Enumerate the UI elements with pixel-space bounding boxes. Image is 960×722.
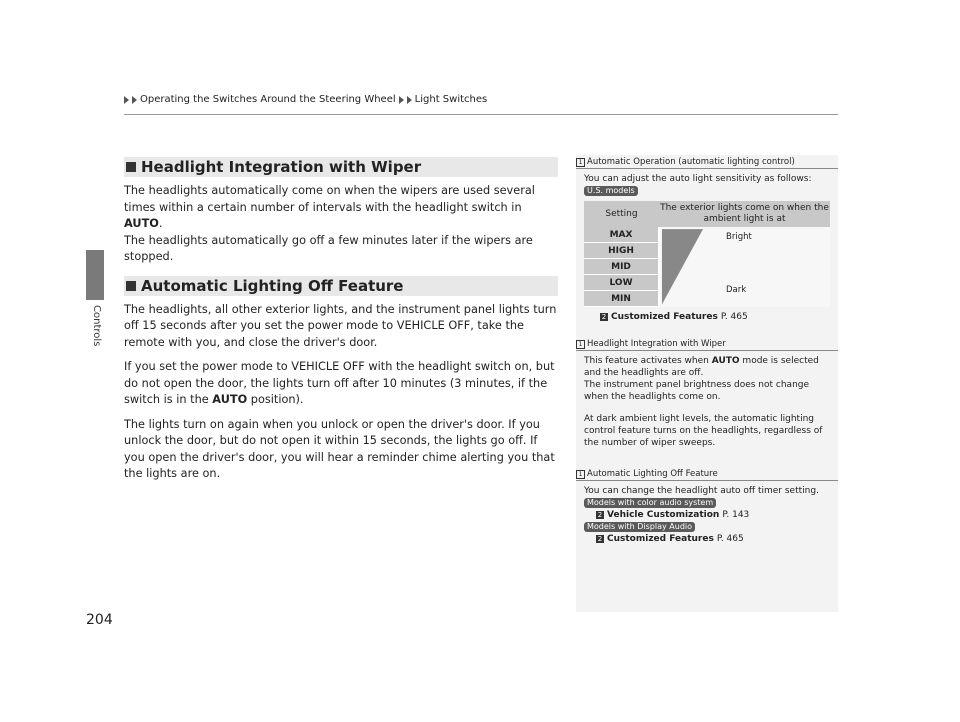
sidebar-notes: [576, 155, 838, 612]
square-bullet-icon: [126, 281, 136, 291]
note-text-span: This feature activates when: [584, 356, 709, 366]
note-title: [576, 337, 838, 351]
note-text-span: mode is selected and the headlights are off.: [584, 356, 819, 378]
paragraph: The headlights, all other exterior lights, and the instrument panel lights turn off 15 seconds after you set the power mode to VEHICLE OFF, take the remote with you, and close the driver's door.: [124, 302, 557, 349]
table-header: Setting: [584, 201, 659, 227]
main-content: [124, 157, 558, 483]
reference-title: Vehicle Customization: [607, 510, 720, 520]
sensitivity-table: [584, 201, 830, 307]
level-cell: HIGH: [584, 243, 659, 259]
paragraph-text: The headlights automatically come on when the wipers are used several times within a certain number of intervals with the headlight switch in: [124, 184, 535, 214]
note-text: You can adjust the auto light sensitivity as follows:: [584, 174, 812, 184]
note-body: [576, 169, 838, 197]
note-title: [576, 467, 838, 481]
reference-arrow-icon: 2: [597, 511, 603, 519]
section-heading: [124, 157, 558, 177]
note-title: [576, 155, 838, 169]
model-badge: U.S. models: [584, 186, 638, 196]
reference-arrow-icon: 2: [601, 313, 607, 321]
breadcrumb-arrow-icon: [132, 96, 137, 104]
reference-page: P. 465: [720, 312, 748, 322]
square-bullet-icon: [126, 162, 136, 172]
level-cell: LOW: [584, 275, 659, 291]
model-badge: Models with Display Audio: [584, 522, 695, 532]
paragraph-text: .: [158, 217, 163, 230]
bold-term: AUTO: [124, 217, 159, 230]
bold-term: AUTO: [212, 393, 248, 406]
reference-page: P. 143: [722, 510, 750, 520]
note-body: [576, 481, 838, 545]
breadcrumb: [124, 94, 487, 105]
chapter-label: Controls: [91, 305, 102, 347]
note-text: The instrument panel brightness does not change when the headlights come on.: [584, 380, 810, 402]
page-reference[interactable]: [584, 509, 828, 521]
section-title: Automatic Lighting Off Feature: [141, 276, 404, 295]
page-reference[interactable]: [584, 533, 828, 545]
note-marker-icon: 1: [576, 158, 585, 167]
note-text: You can change the headlight auto off timer setting.: [584, 486, 819, 496]
note-marker-icon: 1: [576, 470, 585, 479]
note-marker-icon: 1: [576, 340, 585, 349]
model-badge: Models with color audio system: [584, 498, 716, 508]
bright-label: Bright: [726, 232, 752, 242]
dark-label: Dark: [726, 285, 747, 295]
section-heading: [124, 276, 558, 296]
paragraph: [124, 359, 558, 409]
note-title-text: Automatic Lighting Off Feature: [587, 469, 718, 479]
breadcrumb-arrow-icon: [399, 96, 404, 104]
bold-term: AUTO: [711, 356, 740, 366]
level-cell: MID: [584, 259, 659, 275]
note-body: [576, 307, 838, 323]
reference-title: Customized Features: [607, 534, 714, 544]
note-text: [584, 355, 828, 379]
breadcrumb-item[interactable]: Operating the Switches Around the Steering Wheel: [140, 94, 396, 105]
level-cell: MAX: [584, 227, 659, 243]
paragraph: The headlights automatically go off a few minutes later if the wipers are stopped.: [124, 233, 533, 263]
note-body: [576, 351, 838, 449]
breadcrumb-arrow-icon: [124, 96, 129, 104]
header-divider: [124, 114, 838, 115]
paragraph-text: position).: [250, 393, 304, 406]
note-title-text: Automatic Operation (automatic lighting control): [587, 157, 795, 167]
breadcrumb-item[interactable]: Light Switches: [414, 94, 488, 105]
level-cell: MIN: [584, 291, 659, 307]
breadcrumb-arrow-icon: [407, 96, 412, 104]
section-title: Headlight Integration with Wiper: [141, 158, 422, 176]
page-number: 204: [86, 612, 113, 628]
table-header: The exterior lights come on when the ambient light is at: [659, 201, 830, 227]
chapter-tab[interactable]: [86, 250, 104, 300]
page-reference[interactable]: [600, 311, 828, 323]
note-title-text: Headlight Integration with Wiper: [587, 339, 726, 349]
reference-arrow-icon: 2: [597, 535, 603, 543]
note-text: At dark ambient light levels, the automatic lighting control feature turns on the headlights, regardless of the number of wiper sweeps.: [584, 414, 823, 448]
gradient-cell: [659, 227, 830, 307]
paragraph-text: If you set the power mode to VEHICLE OFF with the headlight switch on, but do not open the door, the lights turn off after 10 minutes (3 minutes, if the switch is in the: [124, 360, 555, 406]
paragraph: The lights turn on again when you unlock or open the driver's door. If you unlock the door, but do not open it within 15 seconds, the lights go off. If you open the driver's door, you will hear a reminder chime alerting you that the lights are on.: [124, 417, 555, 480]
reference-page: P. 465: [716, 534, 744, 544]
paragraph: [124, 183, 558, 233]
reference-title: Customized Features: [611, 312, 718, 322]
